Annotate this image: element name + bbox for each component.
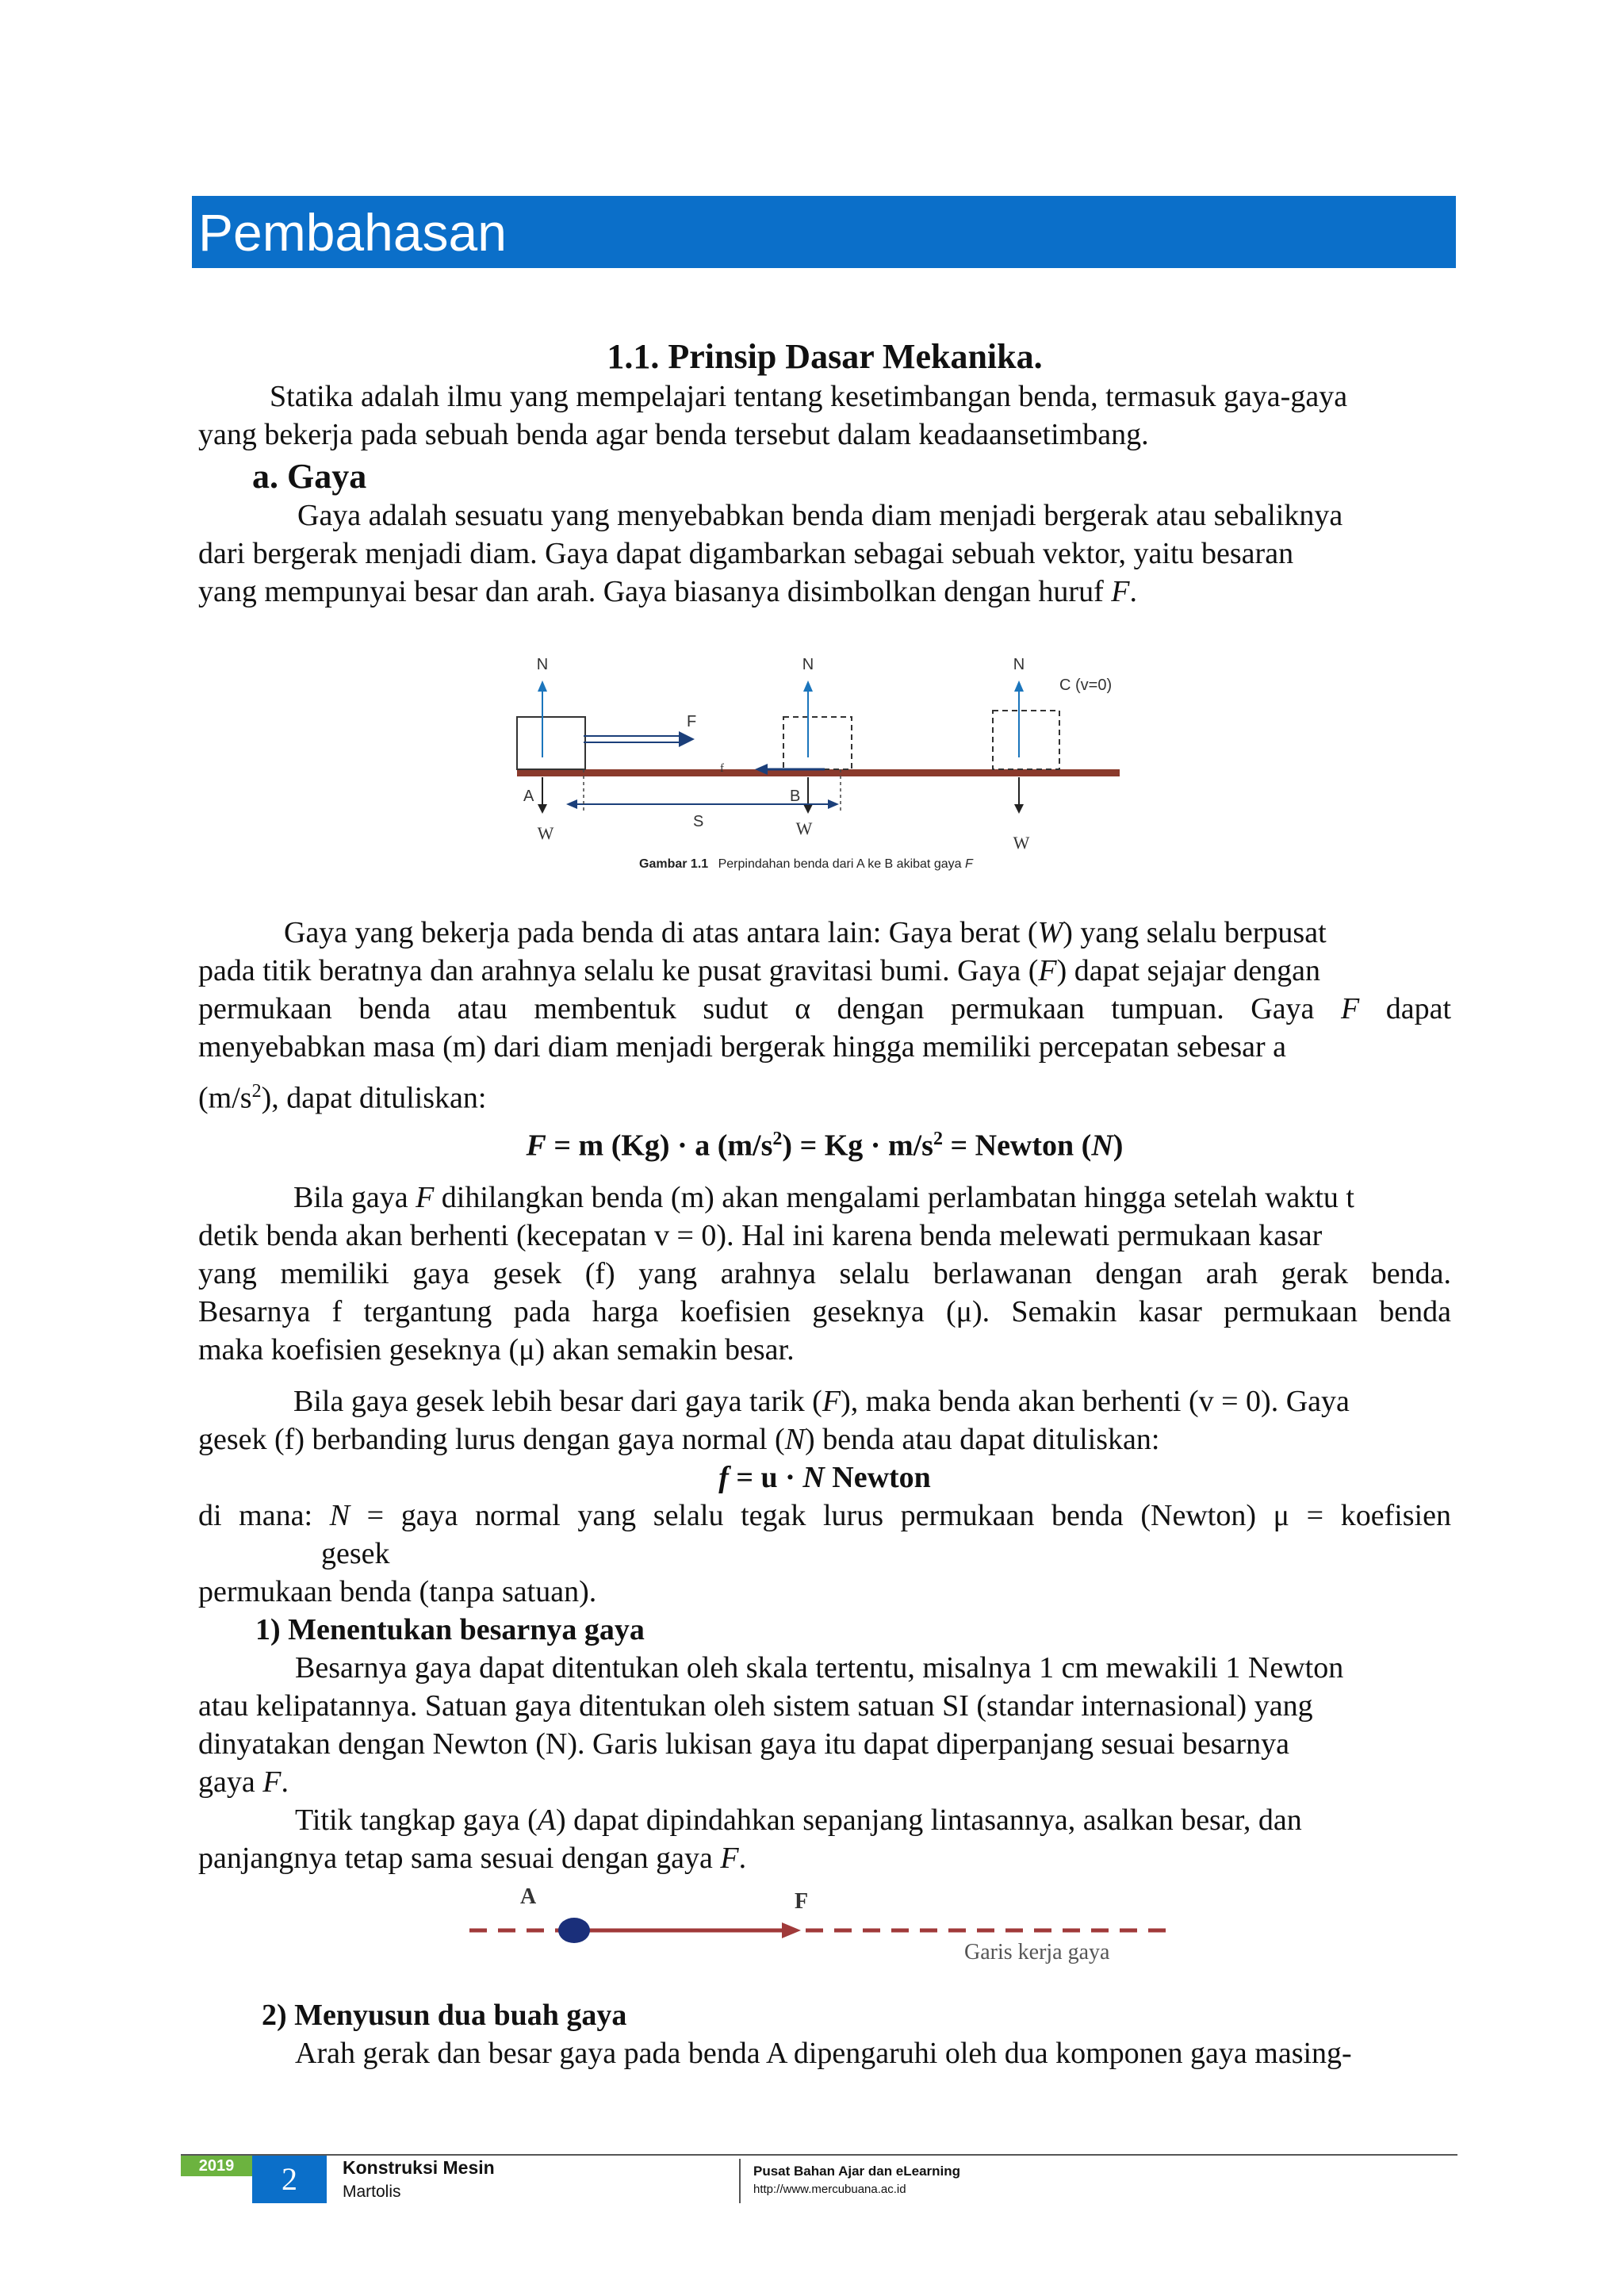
equation-friction: f = u · N Newton: [718, 1461, 931, 1494]
label-w-c: W: [1013, 833, 1030, 853]
label-b: B: [790, 788, 801, 805]
block-a: [517, 717, 585, 769]
label-f-small: f: [720, 762, 724, 775]
sub1-heading: 1) Menentukan besarnya gaya: [255, 1613, 645, 1646]
sub1-line-2: atau kelipatannya. Satuan gaya ditentukan oleh sistem satuan SI (standar internasional) yang: [198, 1689, 1313, 1723]
gaya-p1-line-2: dari bergerak menjadi diam. Gaya dapat digambarkan sebagai sebuah vektor, yaitu besaran: [198, 537, 1294, 570]
body-p3-line-3: yang memiliki gaya gesek (f) yang arahnya selalu berlawanan dengan arah gerak benda.: [198, 1257, 1451, 1290]
body-p3-line-2: detik benda akan berhenti (kecepatan v = 0). Hal ini karena benda melewati permukaan kasar: [198, 1219, 1323, 1252]
body-p4-line-1: Bila gaya gesek lebih besar dari gaya tarik (F), maka benda akan berhenti (v = 0). Gaya: [293, 1385, 1350, 1418]
body-p2-line-1: Gaya yang bekerja pada benda di atas antara lain: Gaya berat (W) yang selalu berpusat: [284, 916, 1327, 949]
gaya-p1-line-3: yang mempunyai besar dan arah. Gaya biasanya disimbolkan dengan huruf F.: [198, 575, 1137, 608]
force-arrowhead: [782, 1922, 801, 1938]
footer-course: Konstruksi Mesin: [343, 2157, 495, 2178]
label-garis-kerja: Garis kerja gaya: [964, 1940, 1110, 1964]
sub2-heading: 2) Menyusun dua buah gaya: [262, 1999, 627, 2032]
body-p4-line-2: gesek (f) berbanding lurus dengan gaya normal (N) benda atau dapat dituliskan:: [198, 1423, 1160, 1456]
label-n-b: N: [802, 656, 814, 673]
force-displacement-figure: [508, 650, 1142, 880]
label-w-b: W: [795, 818, 813, 838]
footer-author: Martolis: [343, 2183, 401, 2201]
sub2-line-1: Arah gerak dan besar gaya pada benda A dipengaruhi oleh dua komponen gaya masing-: [295, 2037, 1352, 2070]
footer-url: http://www.mercubuana.ac.id: [753, 2183, 906, 2196]
body-p2-line-2: pada titik beratnya dan arahnya selalu ke pusat gravitasi bumi. Gaya (F) dapat sejajar dengan: [198, 954, 1320, 987]
equation-force: F = m (Kg) · a $(m/s^2) = Kg \cdot m/s^2$ = Newton (N): [526, 1129, 1124, 1163]
label-n-c: N: [1013, 656, 1025, 673]
body-p3-line-1: Bila gaya F dihilangkan benda (m) akan mengalami perlambatan hingga setelah waktu t: [293, 1181, 1354, 1214]
label-a: A: [523, 788, 534, 805]
body-p2-line-5: $(m/s^2)$, dapat dituliskan:: [198, 1081, 487, 1115]
section-heading: 1.1. Prinsip Dasar Mekanika.: [607, 337, 1043, 376]
footer-page-number: 2: [252, 2156, 327, 2203]
definition-line-1: di mana: N = gaya normal yang selalu tegak lurus permukaan benda (Newton) μ = koefisien: [198, 1499, 1451, 1532]
body-p3-line-5: maka koefisien geseknya (μ) akan semakin besar.: [198, 1333, 795, 1366]
body-p2-line-4: menyebabkan masa (m) dari diam menjadi bergerak hingga memiliki percepatan sebesar a: [198, 1030, 1287, 1064]
gaya-p1-line-1: Gaya adalah sesuatu yang menyebabkan benda diam menjadi bergerak atau sebaliknya: [297, 499, 1343, 532]
sub1-line-4: gaya F.: [198, 1765, 289, 1799]
block-c: [993, 711, 1059, 769]
sub1-line-5: Titik tangkap gaya (A) dapat dipindahkan sepanjang lintasannya, asalkan besar, dan: [295, 1803, 1302, 1837]
body-p3-line-4: Besarnya f tergantung pada harga koefisien geseknya (μ). Semakin kasar permukaan benda: [198, 1295, 1451, 1328]
figure-caption: Gambar 1.1 Perpindahan benda dari A ke B akibat gaya F: [639, 857, 973, 871]
footer-org: Pusat Bahan Ajar dan eLearning: [753, 2164, 961, 2179]
footer-year: 2019: [181, 2156, 252, 2176]
label-n-a: N: [536, 656, 549, 673]
gaya-heading: a. Gaya: [252, 457, 367, 496]
line-of-action-figure: [460, 1880, 1174, 1975]
intro-line-2: yang bekerja pada sebuah benda agar benda tersebut dalam keadaansetimbang.: [198, 418, 1149, 451]
label-force-f: F: [795, 1889, 809, 1914]
banner-title: Pembahasan: [198, 203, 507, 262]
sub1-line-1: Besarnya gaya dapat ditentukan oleh skala tertentu, misalnya 1 cm mewakili 1 Newton: [295, 1651, 1344, 1685]
definition-line-3: permukaan benda (tanpa satuan).: [198, 1575, 597, 1608]
label-s: S: [693, 813, 704, 830]
sub1-line-6: panjangnya tetap sama sesuai dengan gaya F.: [198, 1842, 747, 1875]
label-point-a: A: [520, 1884, 537, 1909]
application-point: [558, 1918, 590, 1943]
intro-line-1: Statika adalah ilmu yang mempelajari tentang kesetimbangan benda, termasuk gaya-gaya: [270, 380, 1348, 413]
block-b: [783, 717, 852, 769]
body-p2-line-3: permukaan benda atau membentuk sudut α dengan permukaan tumpuan. Gaya F dapat: [198, 992, 1452, 1025]
label-c: C (v=0): [1059, 677, 1113, 694]
footer-divider: [739, 2159, 741, 2203]
definition-line-2: gesek: [321, 1537, 390, 1570]
label-f: F: [687, 713, 697, 730]
sub1-line-3: dinyatakan dengan Newton (N). Garis lukisan gaya itu dapat diperpanjang sesuai besarnya: [198, 1727, 1289, 1761]
label-w-a: W: [537, 823, 554, 843]
